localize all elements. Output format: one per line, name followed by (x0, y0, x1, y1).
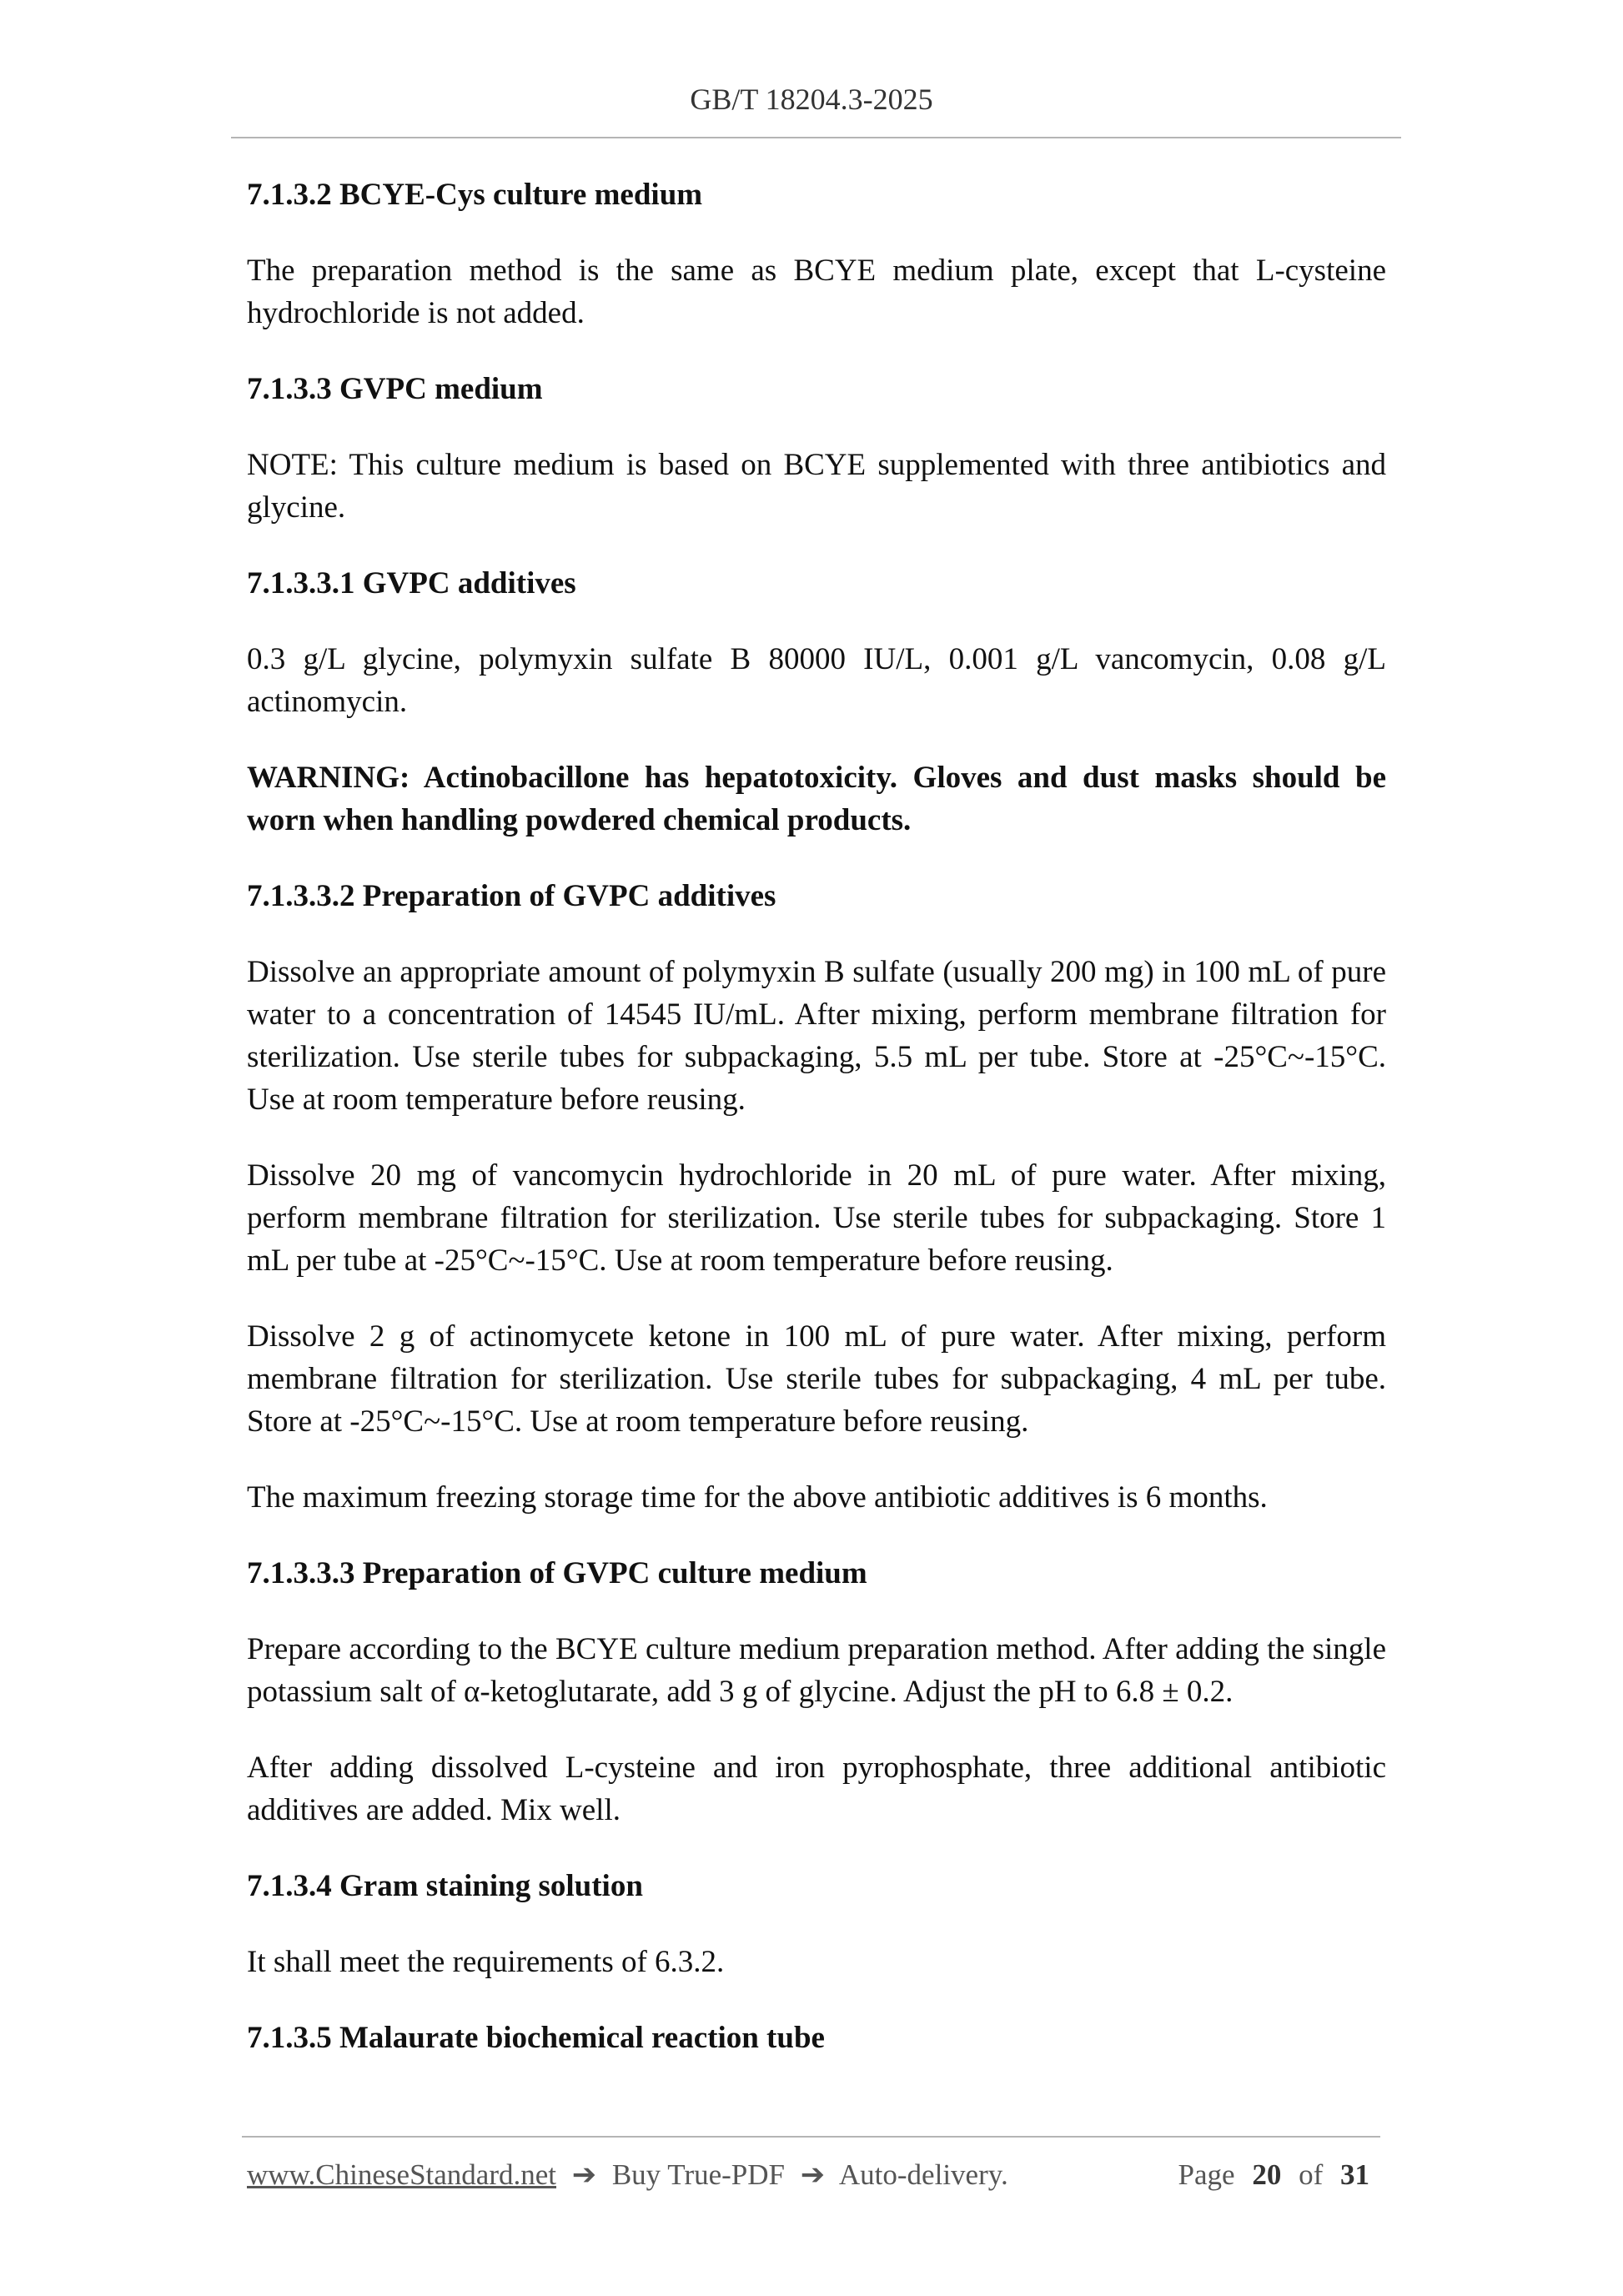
document-code: GB/T 18204.3-2025 (690, 83, 933, 116)
paragraph: The maximum freezing storage time for the above antibiotic additives is 6 months. (247, 1480, 1268, 1515)
header-divider (231, 137, 1401, 138)
arrow-right-icon: ➔ (571, 2158, 597, 2191)
section-heading-7-1-3-3: 7.1.3.3 GVPC medium (247, 372, 543, 406)
section-heading-7-1-3-3-1: 7.1.3.3.1 GVPC additives (247, 566, 576, 600)
warning-paragraph: WARNING: Actinobacillone has hepatotoxicity. Gloves and dust masks should be worn when handling powdered chemical products. (247, 761, 1386, 837)
footer-left (247, 2158, 1008, 2192)
paragraph: After adding dissolved L-cysteine and iron pyrophosphate, three additional antibiotic additives are added. Mix well. (247, 1751, 1386, 1827)
of-label: of (1299, 2158, 1324, 2191)
section-heading-7-1-3-3-3: 7.1.3.3.3 Preparation of GVPC culture medium (247, 1556, 867, 1590)
section-heading-7-1-3-3-2: 7.1.3.3.2 Preparation of GVPC additives (247, 879, 776, 913)
page-footer (247, 2158, 1379, 2192)
paragraph: Prepare according to the BCYE culture medium preparation method. After adding the single potassium salt of α-ketoglutarate, add 3 g of glycine. Adjust the pH to 6.8 ± 0.2. (247, 1632, 1386, 1709)
delivery-text: Auto-delivery. (838, 2158, 1008, 2191)
document-body (247, 173, 1386, 2093)
note-paragraph: NOTE: This culture medium is based on BCYE supplemented with three antibiotics and glycine. (247, 448, 1386, 525)
section-heading-7-1-3-2: 7.1.3.2 BCYE-Cys culture medium (247, 178, 703, 212)
total-pages: 31 (1340, 2158, 1369, 2191)
paragraph: 0.3 g/L glycine, polymyxin sulfate B 80000 IU/L, 0.001 g/L vancomycin, 0.08 g/L actinomycin. (247, 642, 1386, 719)
footer-divider (242, 2136, 1380, 2138)
buy-text: Buy True-PDF (611, 2158, 785, 2191)
section-heading-7-1-3-5: 7.1.3.5 Malaurate biochemical reaction tube (247, 2021, 825, 2055)
arrow-right-icon: ➔ (800, 2158, 826, 2191)
paragraph: It shall meet the requirements of 6.3.2. (247, 1945, 725, 1979)
website-link[interactable]: www.ChineseStandard.net (247, 2158, 556, 2191)
paragraph: Dissolve an appropriate amount of polymyxin B sulfate (usually 200 mg) in 100 mL of pure water to a concentration of 14545 IU/mL. After mixing, perform membrane filtration for sterilization. Use sterile tubes for subpackaging, 5.5 mL per tube. Store at -25°C~-15°C. Use at room temperature before reusing. (247, 955, 1386, 1117)
current-page: 20 (1252, 2158, 1282, 2191)
paragraph: Dissolve 20 mg of vancomycin hydrochloride in 20 mL of pure water. After mixing, perform membrane filtration for sterilization. Use sterile tubes for subpackaging. Store 1 mL per tube at -25°C~-15°C. Use at room temperature before reusing. (247, 1158, 1386, 1278)
page-number (1178, 2158, 1379, 2192)
paragraph: The preparation method is the same as BCYE medium plate, except that L-cysteine hydrochloride is not added. (247, 254, 1386, 330)
page-label: Page (1178, 2158, 1235, 2191)
section-heading-7-1-3-4: 7.1.3.4 Gram staining solution (247, 1869, 643, 1903)
paragraph: Dissolve 2 g of actinomycete ketone in 100 mL of pure water. After mixing, perform membrane filtration for sterilization. Use sterile tubes for subpackaging, 4 mL per tube. Store at -25°C~-15°C. Use at room temperature before reusing. (247, 1319, 1386, 1439)
